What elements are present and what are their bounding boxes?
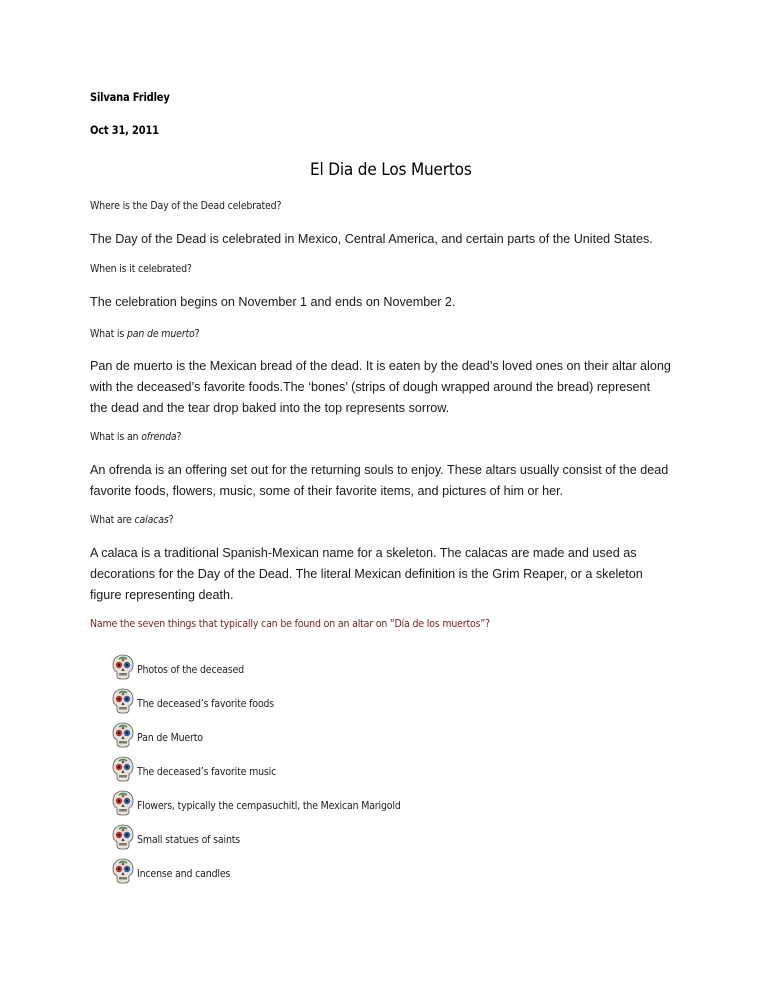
question-pan-de-muerto: [90, 328, 199, 340]
answer-pan-de-muerto: [90, 356, 690, 419]
question-prefix: What is: [90, 328, 127, 340]
sugar-skull-icon: [112, 790, 134, 816]
list-item-label: Incense and candles: [137, 868, 231, 880]
answer-ofrenda: [90, 460, 690, 502]
list-item-label: Pan de Muerto: [137, 732, 203, 744]
answer-when: [90, 292, 690, 313]
list-item-label: Small statues of saints: [137, 834, 241, 846]
question-suffix: ?: [194, 328, 200, 340]
question-ofrenda: [90, 431, 181, 443]
answer-line: with the deceased’s favorite foods.The ‘bones’ (strips of dough wrapped around the bread) represent: [90, 380, 651, 394]
question-suffix: ?: [168, 514, 174, 526]
sugar-skull-icon: [112, 654, 134, 680]
question-prefix: What are: [90, 514, 135, 526]
question-when: When is it celebrated?: [90, 263, 192, 275]
answer-line: decorations for the Day of the Dead. The literal Mexican definition is the Grim Reaper, or a skeleton: [90, 567, 643, 581]
document-date: Oct 31, 2011: [90, 123, 159, 137]
list-item-label: Photos of the deceased: [137, 664, 244, 676]
list-item-label: The deceased’s favorite music: [137, 766, 277, 778]
answer-line: An ofrenda is an offering set out for the returning souls to enjoy. These altars usually consist of the dead: [90, 463, 669, 477]
sugar-skull-icon: [112, 858, 134, 884]
sugar-skull-icon: [112, 722, 134, 748]
question-where: Where is the Day of the Dead celebrated?: [90, 200, 282, 212]
answer-line: The celebration begins on November 1 and ends on November 2.: [90, 295, 456, 309]
answer-calacas: [90, 543, 690, 606]
answer-line: the dead and the tear drop baked into the top represents sorrow.: [90, 401, 450, 415]
answer-line: A calaca is a traditional Spanish-Mexican name for a skeleton. The calacas are made and used as: [90, 546, 637, 560]
answer-line: The Day of the Dead is celebrated in Mexico, Central America, and certain parts of the United States.: [90, 232, 653, 246]
author-name: Silvana Fridley: [90, 90, 170, 104]
answer-line: Pan de muerto is the Mexican bread of the dead. It is eaten by the dead’s loved ones on their altar along: [90, 359, 671, 373]
answer-line: favorite foods, flowers, music, some of their favorite items, and pictures of him or her.: [90, 484, 564, 498]
question-altar: Name the seven things that typically can be found on an altar on “Día de los muertos”?: [90, 618, 490, 630]
question-emphasis: calacas: [134, 514, 169, 526]
sugar-skull-icon: [112, 688, 134, 714]
list-item-label: The deceased’s favorite foods: [137, 698, 274, 710]
list-item-label: Flowers, typically the cempasuchitl, the Mexican Marigold: [137, 800, 401, 812]
sugar-skull-icon: [112, 824, 134, 850]
question-emphasis: pan de muerto: [126, 328, 195, 340]
answer-line: figure representing death.: [90, 588, 234, 602]
question-prefix: What is an: [90, 431, 142, 443]
sugar-skull-icon: [112, 756, 134, 782]
answer-where: [90, 229, 690, 250]
question-suffix: ?: [176, 431, 182, 443]
page-title: El Dia de Los Muertos: [310, 160, 472, 180]
question-calacas: [90, 514, 173, 526]
question-emphasis: ofrenda: [141, 431, 177, 443]
